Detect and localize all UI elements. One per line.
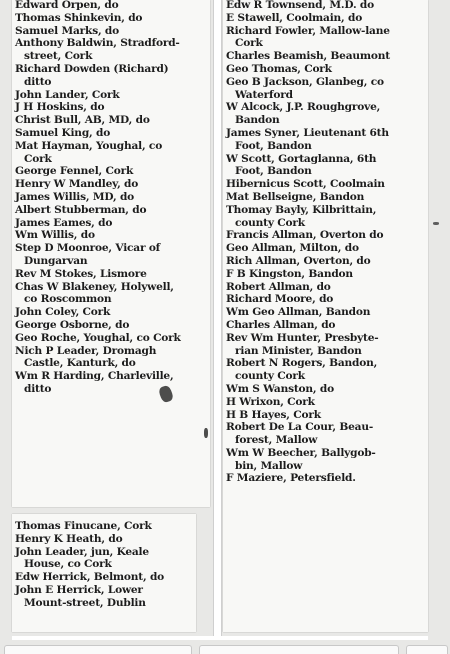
subscriber-line: Thomas Shinkevin, do [15, 11, 143, 24]
subscriber-line: James Eames, do [15, 216, 113, 229]
subscriber-line: Mat Bellseigne, Bandon [226, 190, 365, 203]
subscriber-line: George Osborne, do [15, 318, 130, 331]
subscriber-line: H B Hayes, Cork [226, 408, 321, 421]
right-column-clipping [223, 0, 428, 632]
subscriber-line: Mount-street, Dublin [24, 596, 146, 609]
subscriber-line: rian Minister, Bandon [235, 344, 362, 357]
subscriber-line: Thomas Finucane, Cork [15, 520, 152, 532]
subscriber-line: James Syner, Lieutenant 6th [226, 126, 389, 139]
left-column-top-clipping [12, 0, 210, 507]
subscriber-line: Nich P Leader, Dromagh [15, 344, 157, 357]
viewer-footer [0, 643, 450, 653]
subscriber-line: county Cork [235, 216, 305, 229]
subscriber-line: Geo Allman, Milton, do [226, 242, 359, 255]
subscriber-line: Charles Beamish, Beaumont [226, 50, 390, 63]
subscriber-line: Chas W Blakeney, Holywell, [15, 280, 174, 293]
subscriber-line: Thomay Bayly, Kilbrittain, [226, 203, 377, 216]
subscriber-line: J H Hoskins, do [15, 101, 105, 114]
subscriber-line: Cork [24, 152, 52, 165]
subscriber-line: Wm Geo Allman, Bandon [226, 306, 371, 319]
subscriber-line: ditto [24, 382, 52, 395]
subscriber-line: Foot, Bandon [235, 139, 312, 152]
subscriber-line: H Wrixon, Cork [226, 395, 315, 408]
subscriber-line: Bandon [235, 114, 280, 127]
subscriber-line: county Cork [235, 370, 305, 383]
subscriber-line: Samuel Marks, do [15, 24, 120, 37]
subscriber-line: Henry W Mandley, do [15, 178, 139, 191]
subscriber-line: Richard Moore, do [226, 293, 334, 306]
subscriber-line: Edw Herrick, Belmont, do [15, 571, 165, 584]
subscriber-line: Charles Allman, do [226, 318, 336, 331]
subscriber-line: Christ Bull, AB, MD, do [15, 114, 150, 127]
subscriber-line: co Roscommon [24, 293, 112, 306]
subscriber-line: John Lander, Cork [15, 88, 120, 101]
subscriber-line: Robert Allman, do [226, 280, 331, 293]
subscriber-line: Richard Dowden (Richard) [15, 62, 169, 75]
subscriber-line: Rev Wm Hunter, Presbyte- [226, 331, 379, 344]
subscriber-line: ditto [24, 75, 52, 88]
subscriber-line: Waterford [235, 88, 293, 101]
subscriber-line: W Alcock, J.P. Roughgrove, [226, 101, 381, 114]
subscriber-line: Wm R Harding, Charleville, [15, 370, 174, 383]
subscriber-line: Wm Willis, do [15, 229, 95, 242]
subscriber-line: Geo Thomas, Cork [226, 62, 332, 75]
subscriber-line: John Leader, jun, Keale [15, 545, 149, 558]
subscriber-line: Samuel King, do [15, 126, 111, 139]
bottom-gap-bar [12, 636, 428, 640]
subscriber-line: House, co Cork [24, 558, 112, 571]
subscriber-line: John Coley, Cork [15, 306, 111, 319]
subscriber-line: Rich Allman, Overton, do [226, 254, 371, 267]
subscriber-line: bin, Mallow [235, 459, 303, 472]
subscriber-line: Edw R Townsend, M.D. do [226, 0, 374, 11]
subscriber-list-left-bottom [12, 514, 196, 610]
subscriber-line: Mat Hayman, Youghal, co [15, 139, 163, 152]
subscriber-line: Geo B Jackson, Glanbeg, co [226, 75, 384, 88]
ink-speck [204, 428, 208, 438]
subscriber-line: Edward Orpen, do [15, 0, 119, 11]
subscriber-line: Foot, Bandon [235, 165, 312, 178]
subscriber-line: Albert Stubberman, do [15, 203, 147, 216]
subscriber-list-left-top [12, 0, 210, 396]
subscriber-line: Step D Moonroe, Vicar of [15, 242, 161, 255]
left-column-bottom-clipping [12, 514, 196, 632]
subscriber-line: George Fennel, Cork [15, 165, 134, 178]
subscriber-line: Rev M Stokes, Lismore [15, 267, 147, 280]
column-divider [213, 0, 222, 640]
subscriber-line: Castle, Kanturk, do [24, 357, 136, 370]
ink-speck [433, 222, 439, 225]
subscriber-line: Wm S Wanston, do [226, 382, 334, 395]
subscriber-line: Richard Fowler, Mallow-lane [226, 24, 390, 37]
subscriber-line: Henry K Heath, do [15, 532, 123, 545]
subscriber-line: Francis Allman, Overton do [226, 229, 384, 242]
subscriber-line: F Maziere, Petersfield. [226, 472, 356, 485]
subscriber-line: Wm W Beecher, Ballygob- [226, 446, 376, 459]
subscriber-line: John E Herrick, Lower [15, 583, 143, 596]
subscriber-line: Hibernicus Scott, Coolmain [226, 178, 385, 191]
subscriber-line: James Willis, MD, do [15, 190, 135, 203]
subscriber-line: Geo Roche, Youghal, co Cork [15, 331, 181, 344]
subscriber-line: E Stawell, Coolmain, do [226, 11, 363, 24]
subscriber-line: W Scott, Gortaglanna, 6th [226, 152, 377, 165]
subscriber-line: Robert N Rogers, Bandon, [226, 357, 378, 370]
subscriber-line: Cork [235, 37, 263, 50]
subscriber-line: Anthony Baldwin, Stradford- [15, 37, 180, 50]
subscriber-line: forest, Mallow [235, 434, 318, 447]
subscriber-list-right [223, 0, 428, 485]
subscriber-line: street, Cork [24, 50, 93, 63]
subscriber-line: Dungarvan [24, 254, 88, 267]
subscriber-line: Robert De La Cour, Beau- [226, 421, 374, 434]
subscriber-line: F B Kingston, Bandon [226, 267, 353, 280]
